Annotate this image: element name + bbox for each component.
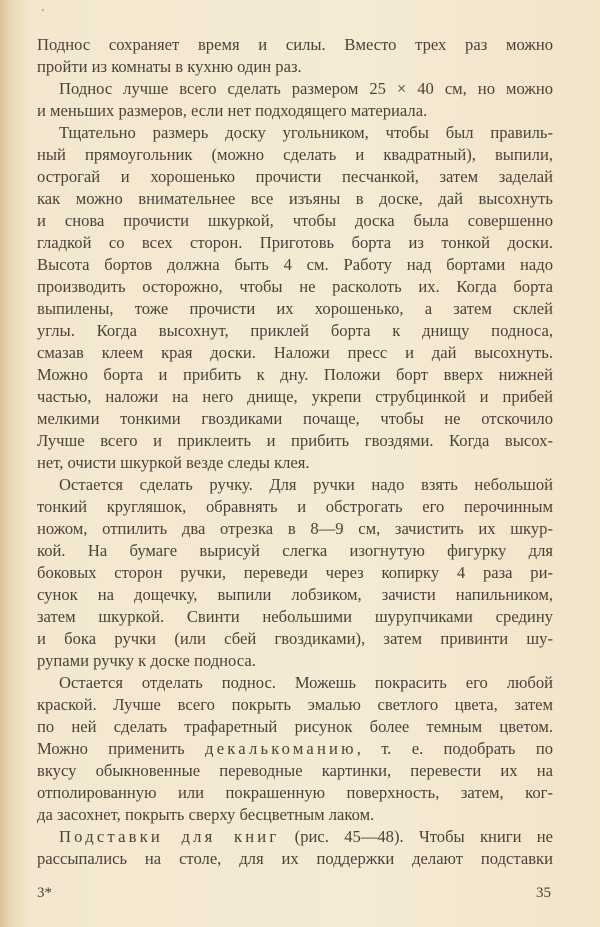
text-line: как можно внимательнее все изъяны в доске, дай высохнуть <box>37 189 553 208</box>
text-line: мелкими тонкими гвоздиками почаще, чтобы не отскочило <box>37 409 553 428</box>
text-line: рассыпались на столе, для их поддержки делают подставки <box>37 849 553 868</box>
text-line: Остается сделать ручку. Для ручки надо взять небольшой <box>59 475 553 494</box>
text-line: краской. Лучше всего покрыть эмалью светлого цвета, затем <box>37 695 553 714</box>
text-line: Высота бортов должна быть 4 см. Работу над бортами надо <box>37 255 553 274</box>
text-line: Остается отделать поднос. Можешь покрасить его любой <box>59 673 553 692</box>
text-line: Можно борта и прибить к дну. Положи борт вверх нижней <box>37 365 553 384</box>
text-line: сунок на дощечку, выпили лобзиком, зачисти напильником, <box>37 585 553 604</box>
text-line: Лучше всего и приклеить и прибить гвоздями. Когда высох- <box>37 431 553 450</box>
text-line: Поднос сохраняет время и силы. Вместо трех раз можно <box>37 35 553 54</box>
signature-mark: 3* <box>37 885 52 901</box>
text-segment: (рис. 45—48). Чтобы книги не <box>279 827 553 846</box>
text-line: частью, наложи на него днище, укрепи струбцинкой и прибей <box>37 387 553 406</box>
body-text <box>37 34 553 870</box>
text-line: пройти из комнаты в кухню один раз. <box>37 57 302 76</box>
text-line: гладкой со всех сторон. Приготовь борта из тонкой доски. <box>37 233 553 252</box>
text-line: и снова прочисти шкуркой, чтобы доска была совершенно <box>37 211 553 230</box>
page-number: 35 <box>536 885 551 901</box>
text-line: производить осторожно, чтобы не расколоть их. Когда борта <box>37 277 553 296</box>
text-line: и бока ручки (или сбей гвоздиками), затем привинти шу- <box>37 629 553 648</box>
text-line: боковых сторон ручки, переведи через копирку 4 раза ри- <box>37 563 553 582</box>
text-line: ный прямоугольник (можно сделать и квадратный), выпили, <box>37 145 553 164</box>
text-line: ножом, отпилить два отрезка в 8—9 см, зачистить их шкур- <box>37 519 553 538</box>
text-segment: Можно применить <box>37 739 206 758</box>
text-line: выпилены, тоже прочисти их хорошенько, а затем склей <box>37 299 553 318</box>
text-line: вкусу обыкновенные переводные картинки, перевести их на <box>37 761 553 780</box>
spaced-emphasis: Подставки для книг <box>59 827 280 846</box>
text-line: и меньших размеров, если нет подходящего материала. <box>37 101 428 120</box>
text-segment: , т. е. подобрать по <box>356 739 553 758</box>
text-line: Поднос лучше всего сделать размером 25 × 40 см, но можно <box>59 79 553 98</box>
text-line: углы. Когда высохнут, приклей борта к днищу подноса, <box>37 321 553 340</box>
text-line: рупами ручку к доске подноса. <box>37 651 256 670</box>
text-line: кой. На бумаге вырисуй слегка изогнутую фигурку для <box>37 541 553 560</box>
text-line: затем шкуркой. Свинти небольшими шурупчиками средину <box>37 607 553 626</box>
text-line <box>37 826 553 848</box>
text-line: да засохнет, покрыть сверху бесцветным лаком. <box>37 805 375 824</box>
text-line: Тщательно размерь доску угольником, чтобы был правиль- <box>59 123 553 142</box>
text-line: острогай и хорошенько прочисти песчанкой, затем заделай <box>37 167 553 186</box>
spaced-emphasis: декалькоманию <box>205 739 357 758</box>
text-line: отполированную или покрашенную поверхность, затем, ког- <box>37 783 553 802</box>
text-line: смазав клеем края доски. Наложи пресс и дай высохнуть. <box>37 343 553 362</box>
text-line: тонкий кругляшок, обравнять и обстрогать его перочинным <box>37 497 553 516</box>
text-line <box>37 738 553 760</box>
text-line: нет, очисти шкуркой везде следы клея. <box>37 453 310 472</box>
top-mark: ' <box>42 8 44 19</box>
text-line: по ней сделать трафаретный рисунок более темным цветом. <box>37 717 553 736</box>
